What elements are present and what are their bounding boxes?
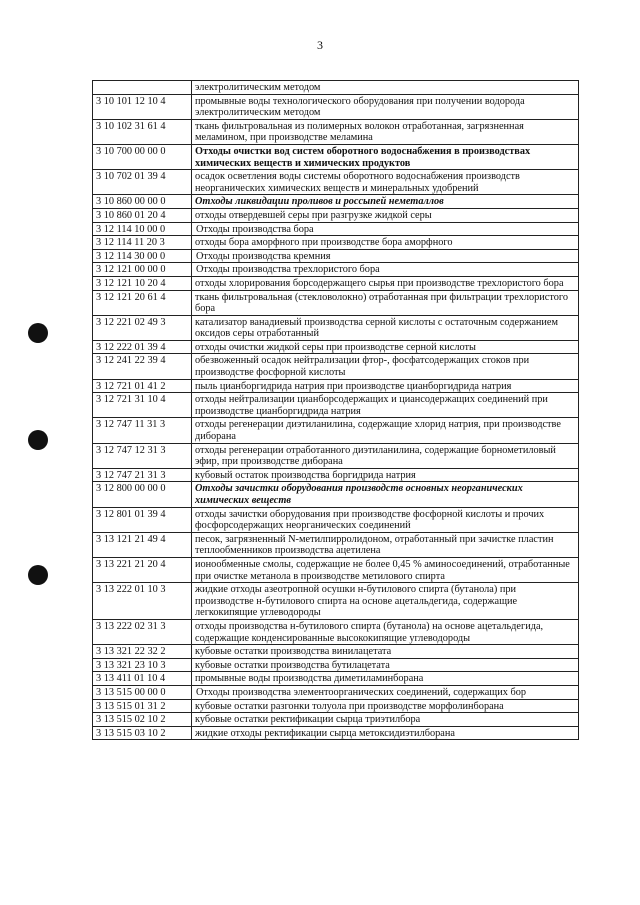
waste-name-cell: катализатор ванадиевый производства серной кислоты с остаточным содержанием оксидов серы отработанный [192, 315, 579, 340]
waste-code-cell: 3 13 121 21 49 4 [93, 532, 192, 557]
waste-code-cell: 3 13 221 21 20 4 [93, 557, 192, 582]
waste-name-cell: отходы нейтрализации цианборсодержащих и циансодержащих соединений при производстве цианборгидрида натрия [192, 393, 579, 418]
waste-code-cell: 3 12 121 10 20 4 [93, 276, 192, 290]
table-row [93, 713, 579, 727]
waste-code-cell: 3 12 241 22 39 4 [93, 354, 192, 379]
waste-code-cell: 3 10 101 12 10 4 [93, 94, 192, 119]
waste-name-cell: кубовый остаток производства боргидрида натрия [192, 468, 579, 482]
waste-code-cell: 3 12 221 02 49 3 [93, 315, 192, 340]
table-row [93, 583, 579, 620]
waste-code-cell: 3 13 515 00 00 0 [93, 685, 192, 699]
table-row [93, 208, 579, 222]
table-row [93, 94, 579, 119]
waste-name-cell: кубовые остатки ректификации сырца триэтилбора [192, 713, 579, 727]
waste-name-cell: кубовые остатки производства бутилацетата [192, 658, 579, 672]
registry-table-body [93, 81, 579, 740]
table-row [93, 619, 579, 644]
table-row [93, 340, 579, 354]
waste-name-cell: Отходы очистки вод систем оборотного водоснабжения в производствах химических веществ и химических продуктов [192, 144, 579, 169]
page-number: 3 [317, 38, 323, 52]
table-row [93, 726, 579, 740]
waste-name-cell: жидкие отходы азеотропной осушки н-бутилового спирта (бутанола) при производстве н-бутилового спирта на основе ацетальдегида, содержащие легкокипящие углеводороды [192, 583, 579, 620]
waste-name-cell: отходы хлорирования борсодержащего сырья при производстве трехлористого бора [192, 276, 579, 290]
waste-name-cell: Отходы производства элементоорганических соединений, содержащих бор [192, 685, 579, 699]
waste-name-cell: кубовые остатки разгонки толуола при производстве морфолинборана [192, 699, 579, 713]
table-row [93, 645, 579, 659]
waste-code-cell: 3 13 321 22 32 2 [93, 645, 192, 659]
waste-code-cell: 3 12 747 21 31 3 [93, 468, 192, 482]
waste-registry-table [92, 80, 579, 740]
table-row [93, 685, 579, 699]
table-row [93, 672, 579, 686]
waste-name-cell: отходы отвердевшей серы при разгрузке жидкой серы [192, 208, 579, 222]
waste-name-cell: электролитическим методом [192, 81, 579, 95]
table-row [93, 699, 579, 713]
table-row [93, 170, 579, 195]
waste-code-cell: 3 12 721 31 10 4 [93, 393, 192, 418]
punch-hole-mark [28, 430, 48, 450]
waste-code-cell: 3 13 321 23 10 3 [93, 658, 192, 672]
waste-code-cell: 3 10 702 01 39 4 [93, 170, 192, 195]
table-row [93, 144, 579, 169]
table-row [93, 263, 579, 277]
waste-code-cell: 3 12 114 30 00 0 [93, 249, 192, 263]
waste-name-cell: Отходы производства бора [192, 222, 579, 236]
table-row [93, 468, 579, 482]
waste-name-cell: отходы регенерации диэтиланилина, содержащие хлорид натрия, при производстве диборана [192, 418, 579, 443]
waste-name-cell: отходы зачистки оборудования при производстве фосфорной кислоты и прочих фосфорсодержащих неорганических соединений [192, 507, 579, 532]
waste-name-cell: обезвоженный осадок нейтрализации фтор-, фосфатсодержащих стоков при производстве фосфорной кислоты [192, 354, 579, 379]
waste-code-cell: 3 13 411 01 10 4 [93, 672, 192, 686]
waste-code-cell: 3 13 515 03 10 2 [93, 726, 192, 740]
waste-code-cell: 3 13 515 02 10 2 [93, 713, 192, 727]
table-row [93, 443, 579, 468]
table-row [93, 222, 579, 236]
waste-code-cell [93, 81, 192, 95]
waste-code-cell: 3 12 747 12 31 3 [93, 443, 192, 468]
waste-name-cell: Отходы производства трехлористого бора [192, 263, 579, 277]
waste-name-cell: промывные воды технологического оборудования при получении водорода электролитическим методом [192, 94, 579, 119]
table-row [93, 236, 579, 250]
waste-name-cell: кубовые остатки производства винилацетата [192, 645, 579, 659]
waste-code-cell: 3 10 860 00 00 0 [93, 195, 192, 209]
waste-code-cell: 3 12 721 01 41 2 [93, 379, 192, 393]
waste-name-cell: осадок осветления воды системы оборотного водоснабжения производств неорганических химических веществ и минеральных удобрений [192, 170, 579, 195]
table-row [93, 393, 579, 418]
waste-code-cell: 3 12 800 00 00 0 [93, 482, 192, 507]
table-row [93, 195, 579, 209]
waste-name-cell: Отходы зачистки оборудования производств основных неорганических химических веществ [192, 482, 579, 507]
table-row [93, 507, 579, 532]
waste-name-cell: ткань фильтровальная (стекловолокно) отработанная при фильтрации трехлористого бора [192, 290, 579, 315]
waste-name-cell: Отходы ликвидации проливов и россыпей неметаллов [192, 195, 579, 209]
table-row [93, 119, 579, 144]
waste-name-cell: песок, загрязненный N-метилпирролидоном, отработанный при зачистке пластин теплообменников производства ацетилена [192, 532, 579, 557]
table-row [93, 290, 579, 315]
waste-code-cell: 3 12 222 01 39 4 [93, 340, 192, 354]
waste-code-cell: 3 12 747 11 31 3 [93, 418, 192, 443]
table-row [93, 354, 579, 379]
table-row [93, 315, 579, 340]
waste-code-cell: 3 12 121 00 00 0 [93, 263, 192, 277]
punch-hole-mark [28, 323, 48, 343]
waste-name-cell: отходы бора аморфного при производстве бора аморфного [192, 236, 579, 250]
table-row [93, 482, 579, 507]
waste-code-cell: 3 12 121 20 61 4 [93, 290, 192, 315]
waste-code-cell: 3 13 515 01 31 2 [93, 699, 192, 713]
waste-name-cell: ионообменные смолы, содержащие не более 0,45 % аминосоединений, отработанные при очистке метанола в производстве метилового спирта [192, 557, 579, 582]
table-row [93, 557, 579, 582]
table-row [93, 658, 579, 672]
table-row [93, 276, 579, 290]
waste-code-cell: 3 10 700 00 00 0 [93, 144, 192, 169]
waste-name-cell: пыль цианборгидрида натрия при производстве цианборгидрида натрия [192, 379, 579, 393]
waste-code-cell: 3 12 114 10 00 0 [93, 222, 192, 236]
table-row [93, 249, 579, 263]
waste-code-cell: 3 13 222 01 10 3 [93, 583, 192, 620]
punch-hole-mark [28, 565, 48, 585]
table-row [93, 81, 579, 95]
waste-name-cell: промывные воды производства диметиламинборана [192, 672, 579, 686]
waste-name-cell: Отходы производства кремния [192, 249, 579, 263]
waste-code-cell: 3 13 222 02 31 3 [93, 619, 192, 644]
table-row [93, 532, 579, 557]
waste-code-cell: 3 10 102 31 61 4 [93, 119, 192, 144]
waste-name-cell: отходы очистки жидкой серы при производстве серной кислоты [192, 340, 579, 354]
waste-name-cell: жидкие отходы ректификации сырца метоксидиэтилборана [192, 726, 579, 740]
table-row [93, 379, 579, 393]
waste-code-cell: 3 12 801 01 39 4 [93, 507, 192, 532]
waste-name-cell: отходы производства н-бутилового спирта (бутанола) на основе ацетальдегида, содержащие конденсированные высококипящие углеводороды [192, 619, 579, 644]
waste-name-cell: ткань фильтровальная из полимерных волокон отработанная, загрязненная меламином, при производстве меламина [192, 119, 579, 144]
table-row [93, 418, 579, 443]
waste-code-cell: 3 10 860 01 20 4 [93, 208, 192, 222]
waste-code-cell: 3 12 114 11 20 3 [93, 236, 192, 250]
waste-name-cell: отходы регенерации отработанного диэтиланилина, содержащие борнометиловый эфир, при производстве диборана [192, 443, 579, 468]
